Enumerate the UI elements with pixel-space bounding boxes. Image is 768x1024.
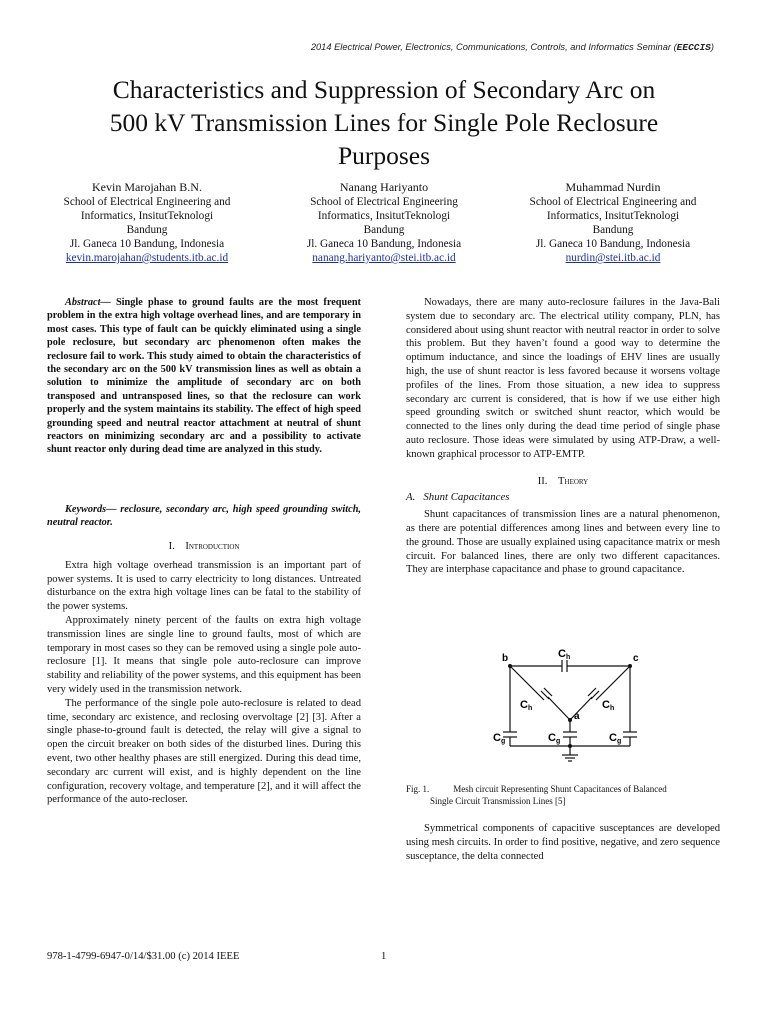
node-b-label: b (502, 653, 509, 664)
paragraph: Extra high voltage overhead transmission is an important part of power systems. It is used to carry electricity to long distances. Untreated disturbance on the extra high voltage lines can be fatal to the stability of the power systems. (47, 559, 361, 613)
keywords: Keywords— reclosure, secondary arc, high speed grounding switch, neutral reactor. (47, 504, 361, 529)
ch-label-left: C (520, 699, 528, 711)
paragraph: Approximately ninety percent of the faults on extra high voltage transmission lines are single line to ground faults, most of which are temporary in most cases so they can be removed using a single pole auto-reclosure [1]. It means that single pole auto-reclosure can improve stability and reliability of the power systems, and this equipment has been very widely used in the transmission network. (47, 614, 361, 695)
author-email[interactable]: nanang.hariyanto@stei.itb.ac.id (312, 252, 456, 264)
svg-text:g: g (556, 738, 561, 745)
author-2: Nanang Hariyanto School of Electrical Engineering Informatics, InsitutTeknologi Bandung Jl. Ganeca 10 Bandung, Indonesia nanang.hariyanto@stei.itb.ac.id (274, 180, 494, 265)
cg-label-center: C (548, 732, 556, 744)
author-1: Kevin Marojahan B.N. School of Electrical Engineering and Informatics, InsitutTeknologi Bandung Jl. Ganeca 10 Bandung, Indonesia kevin.marojahan@students.itb.ac.id (37, 180, 257, 265)
author-name: Kevin Marojahan B.N. (92, 180, 202, 194)
paper-title: Characteristics and Suppression of Secondary Arc on 500 kV Transmission Lines for Single Pole Reclosure Purposes (109, 75, 659, 170)
abstract: Abstract— Single phase to ground faults are the most frequent problem in the extra high voltage overhead lines, and are temporary in most cases. This type of fault can be quickly eliminated using a single pole reclosure, but secondary arc phenomenon often makes the reclosure fail to work. This study aimed to obtain the characteristics of the secondary arc on the 500 kV transmission lines as well as obtain a solution to minimize the amplitude of secondary arc on both transposed and untransposed lines, so that the reclosure can work properly and the system maintains its stability. The effect of high speed grounding speed and neutral reactor attachment at neutral of shunt reactors on minimizing secondary arc and a possibility to activate shunt reactor only during dead time are analyzed in this study. (47, 297, 361, 456)
ch-label-top: C (558, 648, 566, 660)
author-3: Muhammad Nurdin School of Electrical Engineering and Informatics, InsitutTeknologi Bandung Jl. Ganeca 10 Bandung, Indonesia nurdin@stei.itb.ac.id (503, 180, 723, 265)
paragraph: The performance of the single pole auto-reclosure is related to dead time, secondary arc existence, and reclosing overvoltage [2] [3]. After a single phase-to-ground fault is detected, the relay will give a signal to open the circuit breaker on both sides of the disturbed lines. During this event, two other healthy phases are still energized. During this dead time, secondary arc current will exist, and is highly dependent on the line configuration, recovery voltage, and temperature [2], and it will affect the performance of the auto-recloser. (47, 697, 361, 806)
svg-text:h: h (528, 705, 533, 712)
svg-text:h: h (610, 705, 615, 712)
node-c-label: c (633, 653, 639, 664)
author-name: Nanang Hariyanto (339, 180, 429, 194)
cg-label-right: C (609, 732, 617, 744)
paragraph: Shunt capacitances of transmission lines are a natural phenomenon, as there are potential differences among lines and between every line to the ground. Those are usually explained using capacitance matrix or mesh circuit. For balanced lines, there are only two different capacitances. They are interphase capacitance and phase to ground capacitance. (406, 509, 720, 576)
page-number: 1 (381, 951, 387, 962)
author-email[interactable]: kevin.marojahan@students.itb.ac.id (65, 252, 229, 264)
svg-text:g: g (501, 738, 506, 745)
subsection-heading: A. Shunt Capacitances (406, 491, 510, 504)
section-heading: II. Theory (537, 475, 589, 487)
cg-label-left: C (493, 732, 501, 744)
node-a-label: a (574, 711, 580, 722)
right-column-continued (406, 822, 720, 863)
figure-caption: Fig. 1. Mesh circuit Representing Shunt Capacitances of Balanced Single Circuit Transmission Lines [5] (406, 784, 667, 806)
conference-header: 2014 Electrical Power, Electronics, Communications, Controls, and Informatics Seminar (EECCIS) (310, 42, 714, 53)
author-email[interactable]: nurdin@stei.itb.ac.id (565, 252, 661, 264)
svg-text:h: h (566, 654, 571, 661)
author-name: Muhammad Nurdin (565, 180, 661, 194)
mesh-circuit-figure (493, 648, 656, 773)
introduction-section (47, 540, 361, 807)
conference-acronym: EECCIS (676, 42, 711, 53)
paragraph: Symmetrical components of capacitive susceptances are developed using mesh circuits. In order to find positive, negative, and zero sequence susceptance, the delta connected (406, 823, 720, 862)
right-column (406, 296, 720, 577)
footer-isbn: 978-1-4799-6947-0/14/$31.00 (c) 2014 IEEE (47, 951, 240, 962)
section-heading: I. Introduction (168, 541, 240, 552)
paragraph: Nowadays, there are many auto-reclosure failures in the Java-Bali system due to secondary arc. The electrical utility company, PLN, has considered about using shunt reactor with neutral reactor in order to solve this problem. But they haven’t found a good way to determine the optimum inductance, and since the loadings of EHV lines are usually high, the use of shunt reactor is less favored because it worsens voltage profiles of the lines. From those situation, a new idea to suppress secondary arc current is considered, that is how if we use either high speed grounding switch or switched shunt reactor, which would be connected to the lines only during the dead time period of single phase auto reclosure. Those ideas were simulated by using ATP-Draw, a well-known graphical processor to ATP-EMTP. (406, 297, 720, 460)
svg-text:g: g (617, 738, 622, 745)
ch-label-right: C (602, 699, 610, 711)
